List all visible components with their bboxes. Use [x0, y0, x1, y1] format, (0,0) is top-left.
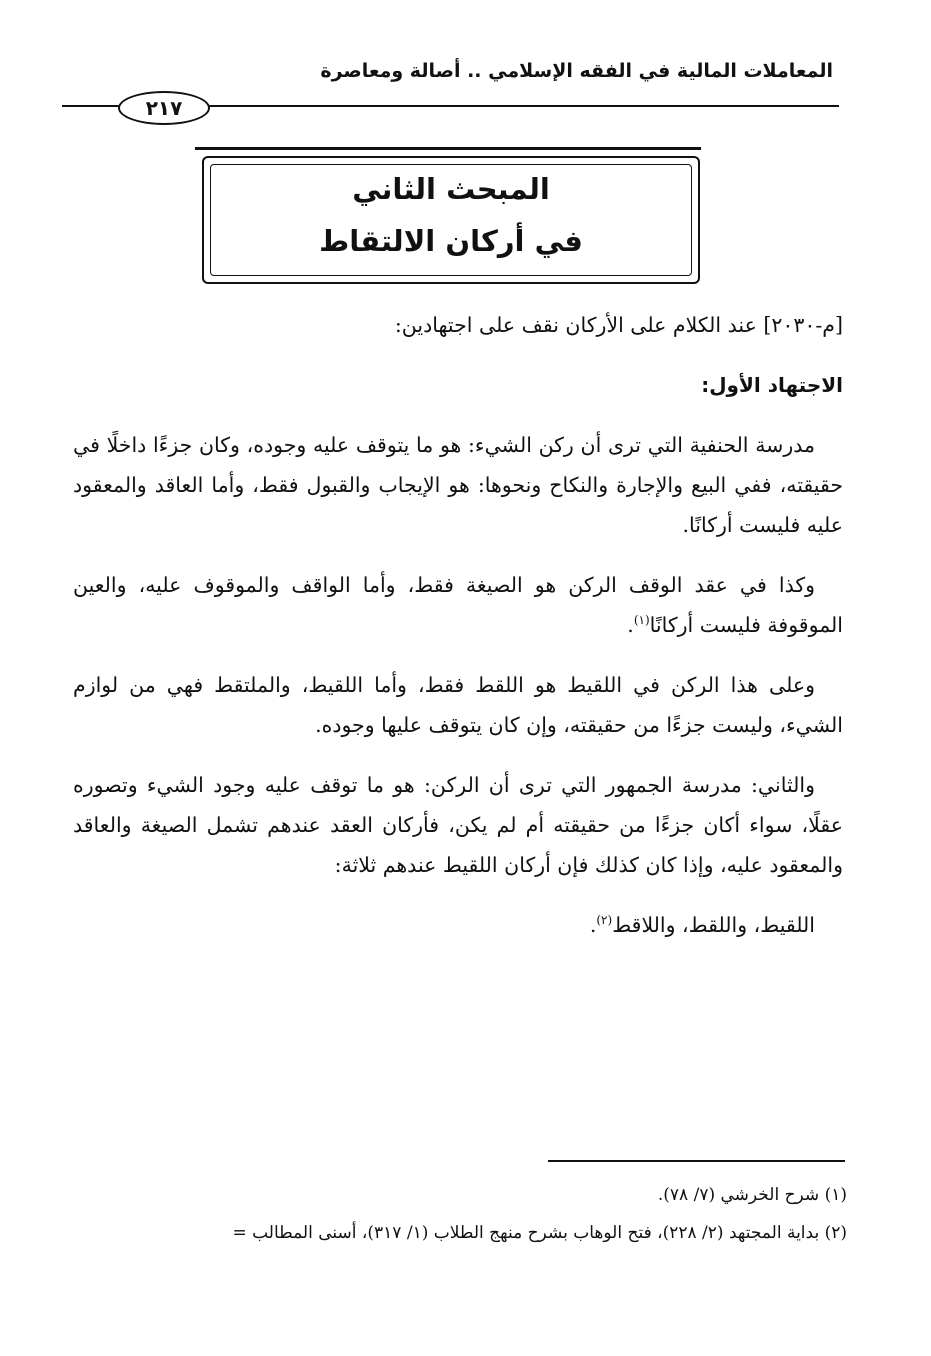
section-title-box [202, 156, 700, 284]
paragraph-waqf [73, 565, 843, 645]
section-title-line-2: في أركان الالتقاط [319, 224, 583, 258]
paragraph-hanafi: مدرسة الحنفية التي ترى أن ركن الشيء: هو ما يتوقف عليه وجوده، وكان جزءًا داخلًا في حقيقته، ففي البيع والإجارة والنكاح ونحوها: هو الإيجاب والقبول فقط، وأما العاقد والمعقود عليه فليست أركانًا. [73, 433, 843, 537]
paragraph-waqf-end: . [627, 613, 634, 637]
running-header: المعاملات المالية في الفقه الإسلامي .. أصالة ومعاصرة [320, 60, 833, 82]
page-number-badge: ٢١٧ [118, 91, 210, 125]
footnotes [72, 1176, 847, 1252]
footnote-1: (١) شرح الخرشي (٧/ ٧٨). [657, 1185, 847, 1205]
footnote-ref-1: (١) [633, 613, 650, 628]
body-text [73, 305, 843, 965]
intro-paragraph: [م-٢٠٣٠] عند الكلام على الأركان نقف على اجتهادين: [394, 313, 843, 337]
title-top-rule [195, 147, 701, 150]
arkan-list-text: اللقيط، واللقط، واللاقط [612, 913, 815, 937]
paragraph-arkan-list [73, 905, 843, 945]
section-title-line-1: المبحث الثاني [352, 172, 550, 206]
footnote-ref-2: (٢) [596, 913, 613, 928]
paragraph-jumhur: والثاني: مدرسة الجمهور التي ترى أن الركن: هو ما توقف عليه وجود الشيء وتصوره عقلًا، سواء أكان جزءًا من حقيقته أم لم يكن، فأركان العقد عندهم تشمل الصيغة والعاقد والمعقود عليه، وإذا كان كذلك فإن أركان اللقيط عندهم ثلاثة: [73, 773, 843, 877]
footnote-2: (٢) بداية المجتهد (٢/ ٢٢٨)، فتح الوهاب بشرح منهج الطلاب (١/ ٣١٧)، أسنى المطالب = [232, 1223, 847, 1243]
footnote-rule [548, 1160, 845, 1162]
paragraph-laqit: وعلى هذا الركن في اللقيط هو اللقط فقط، وأما اللقيط، والملتقط فهي من لوازم الشيء، وليست جزءًا من حقيقته، وإن كان يتوقف عليها وجوده. [73, 673, 843, 737]
first-ijtihad-heading: الاجتهاد الأول: [701, 373, 843, 397]
paragraph-waqf-text: وكذا في عقد الوقف الركن هو الصيغة فقط، وأما الواقف والموقوف عليه، والعين الموقوفة فليست أركانًا [73, 573, 843, 637]
arkan-list-end: . [589, 913, 597, 937]
